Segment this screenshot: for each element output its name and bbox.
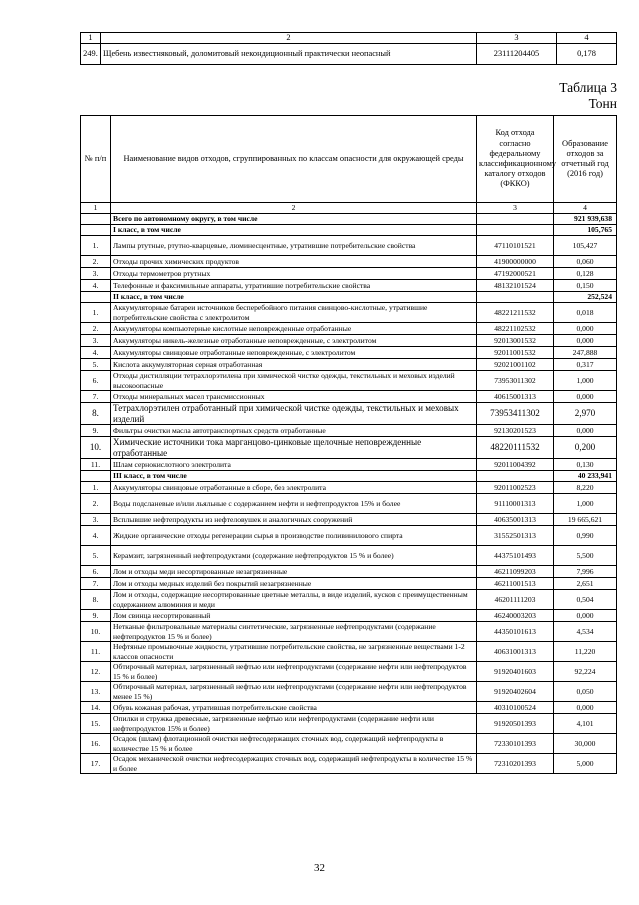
row-number: 16. (81, 734, 111, 754)
waste-amount: 5,500 (554, 546, 617, 566)
waste-name: Кислота аккумуляторная серная отработанная (111, 359, 477, 371)
waste-name: Осадок механической очистки нефтесодержащих сточных вод, содержащий нефтепродукты в количестве 15 % и более (111, 754, 477, 774)
top-table-header (81, 33, 617, 44)
waste-name: Аккумуляторы свинцовые отработанные неповрежденные, с электролитом (111, 347, 477, 359)
waste-amount: 11,220 (554, 642, 617, 662)
waste-amount: 0,000 (554, 425, 617, 437)
row-number: 10. (81, 622, 111, 642)
fkko-code: 92011004392 (477, 459, 554, 471)
fkko-code (477, 292, 554, 303)
row-number: 9. (81, 425, 111, 437)
row-number: 13. (81, 682, 111, 702)
waste-amount: 0,990 (554, 526, 617, 546)
row-number: 1. (81, 236, 111, 256)
fkko-code: 91110001313 (477, 494, 554, 514)
waste-amount: 2,970 (554, 403, 617, 425)
waste-amount: 0,050 (554, 682, 617, 702)
row-number: 3. (81, 514, 111, 526)
waste-name: Лом и отходы, содержащие несортированные цветные металлы, в виде изделий, кусков с преимущественным содержанием алюминия и меди (111, 590, 477, 610)
row-number: 7. (81, 578, 111, 590)
table-row (81, 662, 617, 682)
row-number: 6. (81, 371, 111, 391)
table-row (81, 566, 617, 578)
row-number (81, 471, 111, 482)
waste-amount: 105,765 (554, 225, 617, 236)
waste-name: Лом и отходы медных изделий без покрытий незагрязненные (111, 578, 477, 590)
waste-amount: 1,000 (554, 371, 617, 391)
waste-name: Шлам сернокислотного электролита (111, 459, 477, 471)
table-row (81, 494, 617, 514)
waste-amount: 0,000 (554, 391, 617, 403)
fkko-code: 40310100524 (477, 702, 554, 714)
waste-name: III класс, в том числе (111, 471, 477, 482)
table-row (81, 437, 617, 459)
fkko-code: 48221102532 (477, 323, 554, 335)
row-number: 9. (81, 610, 111, 622)
fkko-code: 41900000000 (477, 256, 554, 268)
row-number: 14. (81, 702, 111, 714)
waste-amount: 105,427 (554, 236, 617, 256)
row-number: 7. (81, 391, 111, 403)
table-row (81, 714, 617, 734)
waste-amount: 0,018 (554, 303, 617, 323)
fkko-code: 92011002523 (477, 482, 554, 494)
header-name: Наименование видов отходов, сгруппированных по классам опасности для окружающей среды (111, 116, 477, 203)
waste-name: Телефонные и факсимильные аппараты, утратившие потребительские свойства (111, 280, 477, 292)
section-row (81, 225, 617, 236)
table-row (81, 702, 617, 714)
fkko-code: 48220111532 (477, 437, 554, 459)
waste-name: Лом свинца несортированный (111, 610, 477, 622)
waste-amount: 0,130 (554, 459, 617, 471)
fkko-code: 72310201393 (477, 754, 554, 774)
row-number: 11. (81, 642, 111, 662)
waste-table (80, 115, 617, 774)
waste-name: Жидкие органические отходы регенерации сырья в производстве поливинилового спирта (111, 526, 477, 546)
waste-name: Химические источники тока марганцово-цинковые щелочные неповрежденные отработанные (111, 437, 477, 459)
table-row (81, 526, 617, 546)
fkko-code: 46211001513 (477, 578, 554, 590)
row-number: 249. (81, 44, 101, 65)
row-number: 11. (81, 459, 111, 471)
table-row (81, 391, 617, 403)
waste-amount: 0,000 (554, 335, 617, 347)
row-number: 6. (81, 566, 111, 578)
row-number: 5. (81, 359, 111, 371)
waste-amount: 4,534 (554, 622, 617, 642)
row-number: 4. (81, 526, 111, 546)
waste-amount: 0,178 (557, 44, 617, 65)
top-col-2: 2 (101, 33, 477, 44)
waste-amount: 921 939,638 (554, 214, 617, 225)
waste-name: Всплывшие нефтепродукты из нефтеловушек и аналогичных сооружений (111, 514, 477, 526)
row-number: 2. (81, 323, 111, 335)
col-num-3: 3 (477, 203, 554, 214)
table-row (81, 459, 617, 471)
waste-name: Аккумуляторы компьютерные кислотные неповрежденные отработанные (111, 323, 477, 335)
row-number: 2. (81, 494, 111, 514)
row-number: 17. (81, 754, 111, 774)
waste-amount: 0,200 (554, 437, 617, 459)
row-number: 4. (81, 347, 111, 359)
table-row (81, 682, 617, 702)
fkko-code: 92013001532 (477, 335, 554, 347)
waste-amount: 30,000 (554, 734, 617, 754)
col-num-2: 2 (111, 203, 477, 214)
table-row (81, 359, 617, 371)
waste-amount: 0,150 (554, 280, 617, 292)
fkko-code: 92021001102 (477, 359, 554, 371)
waste-name: Воды подсланевые и/или льяльные с содержанием нефти и нефтепродуктов 15% и более (111, 494, 477, 514)
row-number (81, 292, 111, 303)
waste-name: Керамзит, загрязненный нефтепродуктами (содержание нефтепродуктов 15 % и более) (111, 546, 477, 566)
fkko-code: 31552501313 (477, 526, 554, 546)
waste-amount: 19 665,621 (554, 514, 617, 526)
waste-name: I класс, в том числе (111, 225, 477, 236)
waste-name: Осадок (шлам) флотационной очистки нефтесодержащих сточных вод, содержащий нефтепродукты в количестве 15 % и более (111, 734, 477, 754)
table-row (81, 335, 617, 347)
top-col-4: 4 (557, 33, 617, 44)
fkko-code: 47110101521 (477, 236, 554, 256)
page-number: 32 (314, 862, 325, 874)
table-row (81, 280, 617, 292)
waste-amount: 0,317 (554, 359, 617, 371)
row-number: 1. (81, 482, 111, 494)
table-row (81, 622, 617, 642)
table-row (81, 268, 617, 280)
waste-name: Нефтяные промывочные жидкости, утратившие потребительские свойства, не загрязненные веществами 1-2 классов опасности (111, 642, 477, 662)
table-row (81, 236, 617, 256)
row-number: 8. (81, 590, 111, 610)
table-row (81, 256, 617, 268)
waste-name: Обтирочный материал, загрязненный нефтью или нефтепродуктами (содержание нефти или нефтепродуктов менее 15 %) (111, 682, 477, 702)
fkko-code: 91920401603 (477, 662, 554, 682)
row-number: 8. (81, 403, 111, 425)
fkko-code: 40631001313 (477, 642, 554, 662)
row-number (81, 225, 111, 236)
section-row (81, 292, 617, 303)
header-code: Код отхода согласно федеральному классификационному каталогу отходов (ФККО) (477, 116, 554, 203)
section-row (81, 214, 617, 225)
top-col-1: 1 (81, 33, 101, 44)
waste-name: Обтирочный материал, загрязненный нефтью или нефтепродуктами (содержание нефти или нефтепродуктов 15 % и более) (111, 662, 477, 682)
waste-name: Аккумуляторы свинцовые отработанные в сборе, без электролита (111, 482, 477, 494)
row-number (81, 214, 111, 225)
waste-name: Отходы прочих химических продуктов (111, 256, 477, 268)
fkko-code: 92011001532 (477, 347, 554, 359)
waste-name: II класс, в том числе (111, 292, 477, 303)
header-value: Образование отходов за отчетный год (2016 год) (554, 116, 617, 203)
table-row (81, 323, 617, 335)
row-number: 1. (81, 303, 111, 323)
waste-name: Отходы минеральных масел трансмиссионных (111, 391, 477, 403)
header-number: № п/п (81, 116, 111, 203)
col-num-1: 1 (81, 203, 111, 214)
waste-amount: 0,128 (554, 268, 617, 280)
waste-amount: 0,000 (554, 702, 617, 714)
fkko-code: 44350101613 (477, 622, 554, 642)
waste-amount: 0,504 (554, 590, 617, 610)
fkko-code: 91920402604 (477, 682, 554, 702)
fkko-code: 91920501393 (477, 714, 554, 734)
row-number: 4. (81, 280, 111, 292)
row-number: 12. (81, 662, 111, 682)
table-row (81, 425, 617, 437)
table-title: Таблица 3 (559, 80, 617, 95)
row-number: 10. (81, 437, 111, 459)
fkko-code: 73953411302 (477, 403, 554, 425)
table-row (81, 642, 617, 662)
row-number: 3. (81, 335, 111, 347)
fkko-code: 44375101493 (477, 546, 554, 566)
waste-amount: 40 233,941 (554, 471, 617, 482)
table-header (81, 116, 617, 203)
table-caption (559, 80, 617, 112)
waste-name: Лом и отходы меди несортированные незагрязненные (111, 566, 477, 578)
fkko-code: 23111204405 (477, 44, 557, 65)
waste-amount: 92,224 (554, 662, 617, 682)
fkko-code: 72330101393 (477, 734, 554, 754)
table-row (81, 590, 617, 610)
table-row (81, 546, 617, 566)
fkko-code: 46211099203 (477, 566, 554, 578)
fkko-code: 48221211532 (477, 303, 554, 323)
waste-amount: 0,000 (554, 323, 617, 335)
top-table (80, 32, 617, 65)
units-label: Тонн (588, 96, 617, 111)
waste-amount: 2,651 (554, 578, 617, 590)
row-number: 5. (81, 546, 111, 566)
fkko-code: 48132101524 (477, 280, 554, 292)
table-row (81, 734, 617, 754)
waste-name: Лампы ртутные, ртутно-кварцевые, люминесцентные, утратившие потребительские свойства (111, 236, 477, 256)
waste-name: Нетканые фильтровальные материалы синтетические, загрязненные нефтепродуктами (содержание нефтепродуктов 15 % и более) (111, 622, 477, 642)
fkko-code (477, 214, 554, 225)
waste-name: Щебень известняковый, доломитовый некондиционный практически неопасный (101, 44, 477, 65)
table-row (81, 482, 617, 494)
section-row (81, 471, 617, 482)
waste-amount: 0,060 (554, 256, 617, 268)
fkko-code: 92130201523 (477, 425, 554, 437)
waste-amount: 1,000 (554, 494, 617, 514)
column-number-row (81, 203, 617, 214)
waste-name: Аккумуляторные батареи источников бесперебойного питания свинцово-кислотные, утратившие потребительские свойства с электролитом (111, 303, 477, 323)
table-row (81, 371, 617, 391)
table-row (81, 610, 617, 622)
waste-name: Тетрахлорэтилен отработанный при химической чистке одежды, текстильных и меховых изделий (111, 403, 477, 425)
waste-amount: 0,000 (554, 610, 617, 622)
fkko-code (477, 225, 554, 236)
fkko-code: 40635001313 (477, 514, 554, 526)
fkko-code: 40615001313 (477, 391, 554, 403)
table-row (81, 347, 617, 359)
col-num-4: 4 (554, 203, 617, 214)
waste-name: Всего по автономному округу, в том числе (111, 214, 477, 225)
fkko-code (477, 471, 554, 482)
row-number: 15. (81, 714, 111, 734)
waste-name: Опилки и стружка древесные, загрязненные нефтью или нефтепродуктами (содержание нефти или нефтепродуктов 15% и более) (111, 714, 477, 734)
top-col-3: 3 (477, 33, 557, 44)
waste-name: Фильтры очистки масла автотранспортных средств отработанные (111, 425, 477, 437)
waste-amount: 252,524 (554, 292, 617, 303)
fkko-code: 46240003203 (477, 610, 554, 622)
table-row (81, 514, 617, 526)
waste-amount: 4,101 (554, 714, 617, 734)
row-number: 2. (81, 256, 111, 268)
waste-name: Обувь кожаная рабочая, утратившая потребительские свойства (111, 702, 477, 714)
table-row (81, 403, 617, 425)
fkko-code: 73953011302 (477, 371, 554, 391)
fkko-code: 46201111203 (477, 590, 554, 610)
waste-amount: 5,000 (554, 754, 617, 774)
table-row (81, 578, 617, 590)
table-row (81, 44, 617, 65)
waste-name: Отходы дистилляции тетрахлорэтилена при химической чистке одежды, текстильных и меховых изделий высокоопасные (111, 371, 477, 391)
row-number: 3. (81, 268, 111, 280)
table-row (81, 754, 617, 774)
waste-amount: 8,220 (554, 482, 617, 494)
waste-amount: 7,996 (554, 566, 617, 578)
waste-amount: 247,888 (554, 347, 617, 359)
waste-name: Отходы термометров ртутных (111, 268, 477, 280)
fkko-code: 47192000521 (477, 268, 554, 280)
waste-name: Аккумуляторы никель-железные отработанные неповрежденные, с электролитом (111, 335, 477, 347)
table-row (81, 303, 617, 323)
